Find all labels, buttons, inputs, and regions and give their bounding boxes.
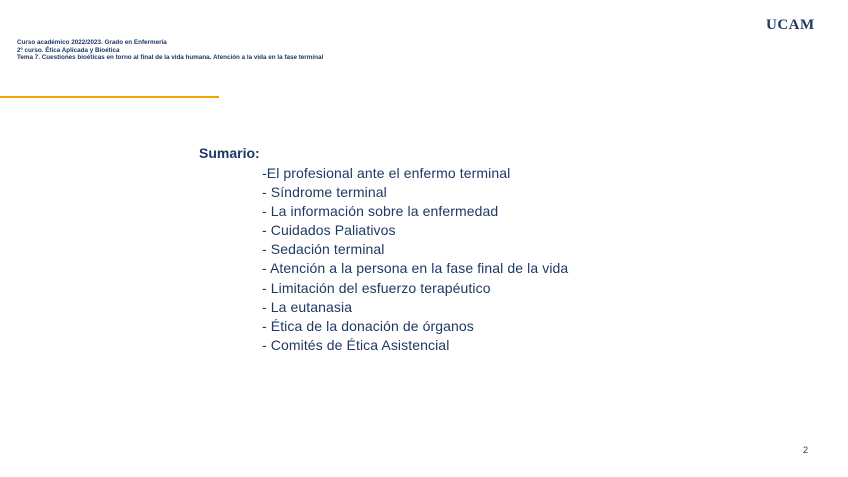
summary-item: - Cuidados Paliativos — [262, 222, 396, 239]
summary-item: - Síndrome terminal — [262, 184, 387, 201]
ucam-logo: UCAM — [766, 17, 815, 33]
course-year-line: Curso académico 2022/2023. Grado en Enfermería — [17, 39, 167, 46]
accent-divider — [0, 96, 219, 98]
summary-list — [262, 164, 568, 355]
summary-item: - Limitación del esfuerzo terapéutico — [262, 279, 491, 296]
slide-header — [17, 39, 537, 62]
summary-item: - Comités de Ética Asistencial — [262, 336, 450, 353]
summary-item: - Atención a la persona en la fase final de la vida — [262, 260, 569, 277]
summary-heading: Sumario: — [199, 145, 260, 161]
summary-item: - La información sobre la enfermedad — [262, 203, 499, 220]
summary-item: - Ética de la donación de órganos — [262, 317, 474, 334]
topic-line: Tema 7. Cuestiones bioéticas en torno al final de la vida humana. Atención a la vida en la fase terminal — [17, 54, 324, 62]
summary-item: - Sedación terminal — [262, 241, 385, 258]
course-subject-line: 2º curso. Ética Aplicada y Bioética — [17, 46, 120, 54]
summary-item: -El profesional ante el enfermo terminal — [262, 165, 511, 181]
page-number: 2 — [803, 445, 809, 455]
summary-item: - La eutanasia — [262, 298, 353, 315]
summary-section — [199, 145, 799, 353]
